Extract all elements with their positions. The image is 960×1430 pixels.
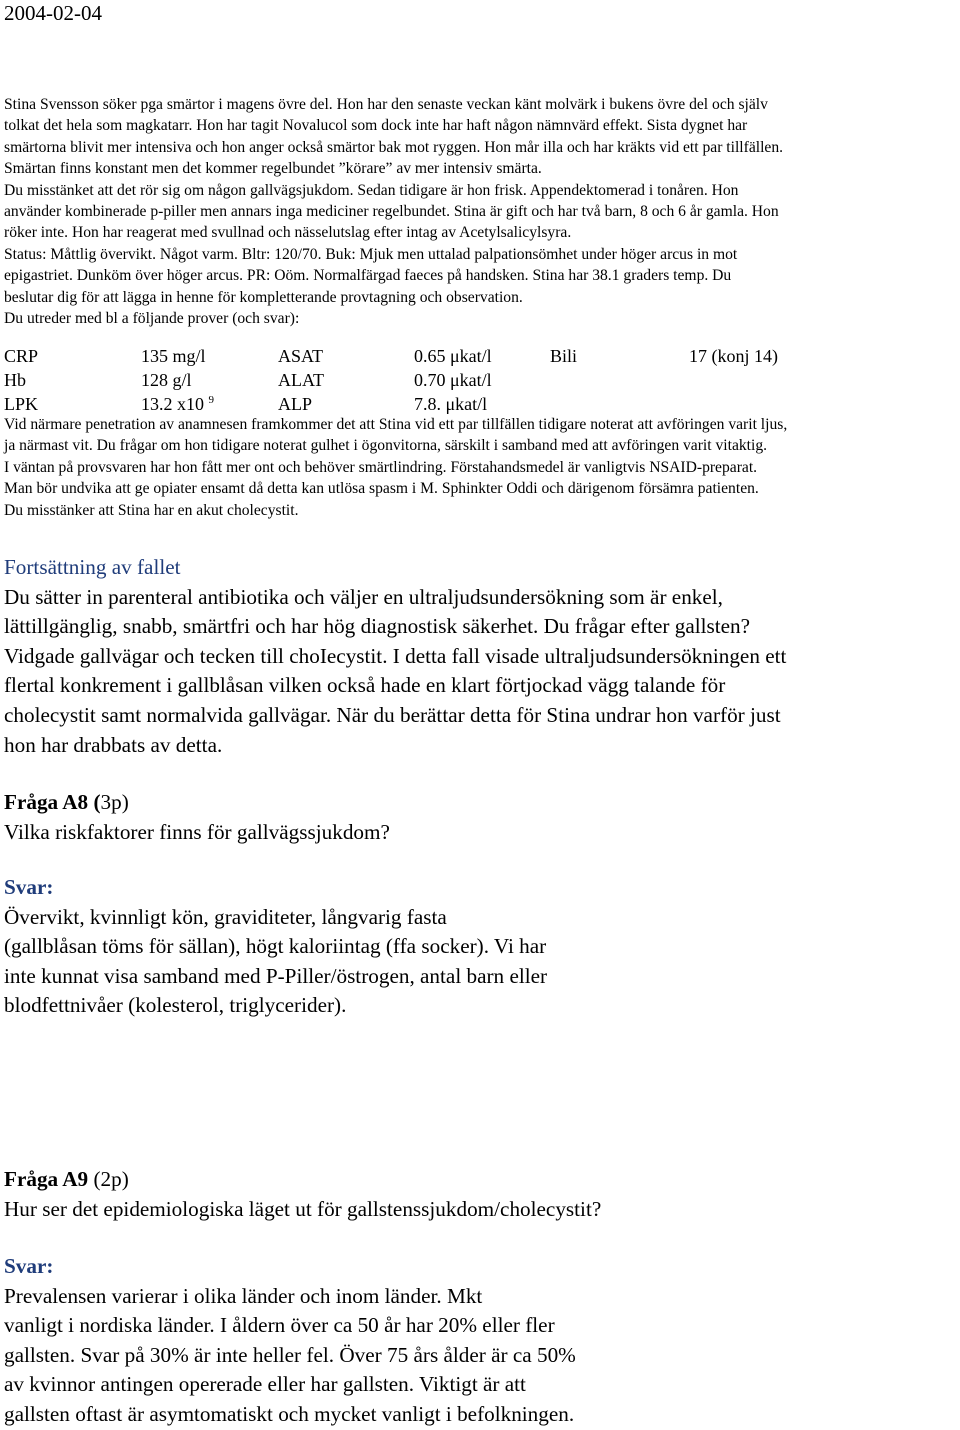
lab-value xyxy=(141,392,278,416)
lab-results-table xyxy=(4,344,829,416)
lab-name: CRP xyxy=(4,346,39,366)
case-line: Du utreder med bl a följande prover (och svar): xyxy=(4,310,300,328)
question-heading-points: (2p) xyxy=(88,1167,129,1191)
case-line: epigastriet. Dunköm över höger arcus. PR: Oöm. Normalfärgad faeces på handsken. Stina har 38.1 graders temp. Du xyxy=(4,267,732,285)
case-line: smärtorna blivit mer intensiva och hon anger också smärtor bak mot ryggen. Hon mår illa och har kräkts vid ett par tillfällen. xyxy=(4,138,784,156)
case-line: Smärtan finns konstant men det kommer regelbundet ”körare” av mer intensiv smärta. xyxy=(4,160,542,178)
case-continued xyxy=(4,414,960,521)
question-heading xyxy=(4,788,390,818)
question-text: Vilka riskfaktorer finns för gallvägssjukdom? xyxy=(4,819,390,844)
question-text: Hur ser det epidemiologiska läget ut för gallstenssjukdom/cholecystit? xyxy=(4,1196,602,1221)
lab-name: ALP xyxy=(278,394,313,414)
body-line: hon har drabbats av detta. xyxy=(4,732,223,757)
table-row xyxy=(4,368,829,392)
body-line: Du sätter in parenteral antibiotika och väljer en ultraljudsundersökning som är enkel, xyxy=(4,584,723,609)
lab-value: 0.65 μkat/l xyxy=(414,346,492,366)
section-title: Fortsättning av fallet xyxy=(4,555,181,579)
question-heading-bold: Fråga A8 ( xyxy=(4,790,101,814)
question-a8 xyxy=(4,788,390,847)
answer-line: gallsten. Svar på 30% är inte heller fel. Över 75 års ålder är ca 50% xyxy=(4,1342,576,1367)
question-heading-bold: Fråga A9 xyxy=(4,1167,89,1191)
answer-label: Svar: xyxy=(4,875,54,899)
table-row xyxy=(4,344,829,368)
case-line: Vid närmare penetration av anamnesen framkommer det att Stina vid ett par tillfällen tidigare noterat att avföringen varit ljus, xyxy=(4,416,788,433)
case-line: Du misstänker att Stina har en akut cholecystit. xyxy=(4,501,299,519)
lab-name: ASAT xyxy=(278,346,324,366)
body-line: Vidgade gallvägar och tecken till choIecystit. I detta fall visade ultraljudsundersökningen ett xyxy=(4,643,787,668)
lab-name xyxy=(550,368,689,392)
answer-line: blodfettnivåer (kolesterol, triglycerider). xyxy=(4,993,347,1018)
lab-name: LPK xyxy=(4,394,39,414)
lab-name xyxy=(550,392,689,416)
case-line: Stina Svensson söker pga smärtor i magens övre del. Hon har den senaste veckan känt molvärk i bukens övre del och själv xyxy=(4,96,768,113)
lab-name: Hb xyxy=(4,370,26,390)
document-date: 2004-02-04 xyxy=(4,1,102,25)
answer-line: gallsten oftast är asymtomatiskt och mycket vanligt i befolkningen. xyxy=(4,1401,575,1426)
answer-line: (gallblåsan töms för sällan), högt kaloriintag (ffa socker). Vi har xyxy=(4,934,547,959)
body-line: cholecystit samt normalvida gallvägar. När du berättar detta för Stina undrar hon varför just xyxy=(4,702,781,727)
case-line: Man bör undvika att ge opiater ensamt då detta kan utlösa spasm i M. Sphinkter Oddi och därigenom försämra patienten. xyxy=(4,480,759,498)
lab-name: ALAT xyxy=(278,370,324,390)
question-a9 xyxy=(4,1165,601,1224)
body-line: lättillgänglig, snabb, smärtfri och har hög diagnostisk säkerhet. Du frågar efter gallsten? xyxy=(4,614,751,639)
question-heading-points: 3p) xyxy=(100,790,129,814)
lab-value: 7.8. μkat/l xyxy=(414,394,488,414)
body-line: flertal konkrement i gallblåsan vilken också hade en klart förtjockad vägg talande för xyxy=(4,673,726,698)
answer-line: Övervikt, kvinnligt kön, graviditeter, långvarig fasta xyxy=(4,904,447,929)
lab-superscript: 9 xyxy=(208,394,214,406)
case-line: Status: Måttlig övervikt. Något varm. Bltr: 120/70. Buk: Mjuk men uttalad palpationsömhet under höger arcus in mot xyxy=(4,245,738,263)
lab-value: 128 g/l xyxy=(141,370,192,390)
answer-a8 xyxy=(4,873,547,1021)
answer-line: Prevalensen varierar i olika länder och inom länder. Mkt xyxy=(4,1283,483,1308)
question-heading xyxy=(4,1165,601,1195)
case-line: Du misstänket att det rör sig om någon gallvägsjukdom. Sedan tidigare är hon frisk. Appendektomerad i tonåren. Hon xyxy=(4,181,739,199)
case-line: röker inte. Hon har reagerat med svullnad och nässelutslag efter intag av Acetylsalicylsyra. xyxy=(4,224,572,242)
lab-value xyxy=(689,392,829,416)
case-line: tolkat det hela som magkatarr. Hon har tagit Novalucol som dock inte har haft någon nämnvärd effekt. Sista dygnet har xyxy=(4,117,748,135)
case-line: I väntan på provsvaren har hon fått mer ont och behöver smärtlindring. Förstahandsmedel är vanligtvis NSAID-preparat. xyxy=(4,458,758,476)
lab-name: Bili xyxy=(550,346,578,366)
lab-value xyxy=(689,368,829,392)
case-line: ja närmast vit. Du frågar om hon tidigare noterat gulhet i ögonvitorna, särskilt i samband med att avföringen varit vitaktig. xyxy=(4,437,768,455)
continuation-section xyxy=(4,553,786,760)
answer-line: vanligt i nordiska länder. I åldern över ca 50 år har 20% eller fler xyxy=(4,1313,555,1338)
answer-label: Svar: xyxy=(4,1254,54,1278)
lab-value: 17 (konj 14) xyxy=(689,346,778,366)
lab-value: 135 mg/l xyxy=(141,346,206,366)
answer-a9 xyxy=(4,1252,576,1430)
answer-line: inte kunnat visa samband med P-Piller/östrogen, antal barn eller xyxy=(4,963,548,988)
table-row xyxy=(4,392,829,416)
case-line: använder kombinerade p-piller men annars inga mediciner regelbundet. Stina är gift och har två barn, 8 och 6 år gamla. Hon xyxy=(4,203,779,221)
lab-value: 0.70 μkat/l xyxy=(414,370,492,390)
case-intro xyxy=(4,94,960,329)
answer-line: av kvinnor antingen opererade eller har gallsten. Viktigt är att xyxy=(4,1372,526,1397)
case-line: beslutar dig för att lägga in henne för kompletterande provtagning och observation. xyxy=(4,288,523,306)
lab-value-text: 13.2 x10 xyxy=(141,394,204,414)
